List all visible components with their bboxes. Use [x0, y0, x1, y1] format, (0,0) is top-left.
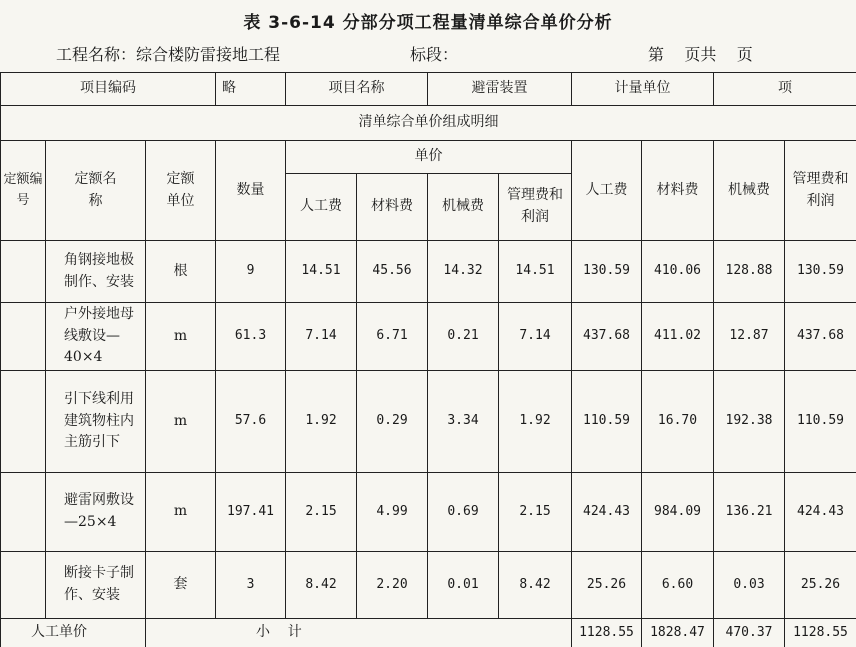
labor-unit-price-label: 人工单价 [1, 619, 146, 647]
col-unit-mgmt: 管理费和利润 [499, 174, 572, 241]
unit-labor-cell: 8.42 [286, 552, 357, 619]
unit-mgmt-cell: 2.15 [499, 473, 572, 552]
total-machine-cell: 0.03 [714, 552, 785, 619]
quota-no-cell [1, 241, 46, 303]
quota-no-cell [1, 552, 46, 619]
quantity-cell: 197.41 [216, 473, 286, 552]
total-material-cell: 410.06 [642, 241, 714, 303]
col-unit-price: 单价 [286, 141, 572, 174]
col-unit-labor: 人工费 [286, 174, 357, 241]
total-machine-cell: 136.21 [714, 473, 785, 552]
total-labor-cell: 25.26 [572, 552, 642, 619]
table-row [1, 303, 856, 371]
subtotal-labor: 1128.55 [572, 619, 642, 647]
col-unit-material: 材料费 [357, 174, 428, 241]
col-quota-unit: 定额单位 [146, 141, 216, 241]
unit-material-cell: 4.99 [357, 473, 428, 552]
col-total-machine: 机械费 [714, 141, 785, 241]
unit-labor-cell: 2.15 [286, 473, 357, 552]
quota-unit-cell: m [146, 371, 216, 473]
quota-unit-cell: 根 [146, 241, 216, 303]
total-machine-cell: 192.38 [714, 371, 785, 473]
total-machine-cell: 128.88 [714, 241, 785, 303]
unit-labor-cell: 1.92 [286, 371, 357, 473]
quota-name-cell: 引下线利用建筑物柱内主筋引下 [46, 371, 146, 473]
header-row [1, 73, 856, 106]
unit-machine-cell: 3.34 [428, 371, 499, 473]
total-mgmt-cell: 25.26 [785, 552, 856, 619]
quantity-cell: 9 [216, 241, 286, 303]
table-row [1, 473, 856, 552]
total-mgmt-cell: 424.43 [785, 473, 856, 552]
item-name-value: 避雷装置 [428, 73, 572, 106]
unit-mgmt-cell: 1.92 [499, 371, 572, 473]
quota-no-cell [1, 473, 46, 552]
total-mgmt-cell: 130.59 [785, 241, 856, 303]
quota-no-cell [1, 371, 46, 473]
item-code-value: 略 [216, 73, 286, 106]
total-material-cell: 6.60 [642, 552, 714, 619]
col-quota-no: 定额编号 [1, 141, 46, 241]
subtotal-machine: 470.37 [714, 619, 785, 647]
total-material-cell: 984.09 [642, 473, 714, 552]
quota-name-cell: 断接卡子制作、安装 [46, 552, 146, 619]
unit-machine-cell: 14.32 [428, 241, 499, 303]
table-row [1, 371, 856, 473]
unit-machine-cell: 0.69 [428, 473, 499, 552]
col-total-material: 材料费 [642, 141, 714, 241]
unit-label: 计量单位 [572, 73, 714, 106]
total-labor-cell: 437.68 [572, 303, 642, 371]
total-mgmt-cell: 437.68 [785, 303, 856, 371]
unit-material-cell: 2.20 [357, 552, 428, 619]
item-name-label: 项目名称 [286, 73, 428, 106]
quota-unit-cell: m [146, 473, 216, 552]
item-code-label: 项目编码 [1, 73, 216, 106]
col-total-labor: 人工费 [572, 141, 642, 241]
quota-no-cell [1, 303, 46, 371]
quota-name-cell: 户外接地母线敷设—40×4 [46, 303, 146, 371]
total-material-cell: 16.70 [642, 371, 714, 473]
quota-unit-cell: m [146, 303, 216, 371]
unit-machine-cell: 0.01 [428, 552, 499, 619]
unit-material-cell: 0.29 [357, 371, 428, 473]
total-labor-cell: 424.43 [572, 473, 642, 552]
unit-material-cell: 6.71 [357, 303, 428, 371]
quantity-cell: 57.6 [216, 371, 286, 473]
total-labor-cell: 130.59 [572, 241, 642, 303]
page-label: 第 页共 页 [648, 42, 753, 65]
unit-value: 项 [714, 73, 856, 106]
detail-title: 清单综合单价组成明细 [1, 106, 856, 141]
subtotal-label: 小 计 [146, 619, 572, 647]
quota-name-cell: 避雷网敷设—25×4 [46, 473, 146, 552]
total-machine-cell: 12.87 [714, 303, 785, 371]
table-row [1, 241, 856, 303]
unit-labor-cell: 7.14 [286, 303, 357, 371]
total-material-cell: 411.02 [642, 303, 714, 371]
unit-material-cell: 45.56 [357, 241, 428, 303]
quota-name-cell: 角钢接地极制作、安装 [46, 241, 146, 303]
unit-labor-cell: 14.51 [286, 241, 357, 303]
quantity-cell: 3 [216, 552, 286, 619]
subtotal-material: 1828.47 [642, 619, 714, 647]
subtotal-row [1, 619, 856, 647]
col-unit-machine: 机械费 [428, 174, 499, 241]
table-row [1, 552, 856, 619]
col-quota-name: 定额名称 [46, 141, 146, 241]
section-label: 标段： [410, 42, 458, 65]
unit-mgmt-cell: 8.42 [499, 552, 572, 619]
unit-machine-cell: 0.21 [428, 303, 499, 371]
col-total-mgmt: 管理费和利润 [785, 141, 856, 241]
quota-unit-cell: 套 [146, 552, 216, 619]
col-quantity: 数量 [216, 141, 286, 241]
total-labor-cell: 110.59 [572, 371, 642, 473]
quantity-cell: 61.3 [216, 303, 286, 371]
table-title: 表 3-6-14 分部分项工程量清单综合单价分析 [0, 8, 856, 33]
unit-price-analysis-table [0, 72, 856, 647]
unit-mgmt-cell: 7.14 [499, 303, 572, 371]
subtotal-mgmt: 1128.55 [785, 619, 856, 647]
total-mgmt-cell: 110.59 [785, 371, 856, 473]
project-name: 工程名称：综合楼防雷接地工程 [56, 42, 280, 65]
unit-mgmt-cell: 14.51 [499, 241, 572, 303]
